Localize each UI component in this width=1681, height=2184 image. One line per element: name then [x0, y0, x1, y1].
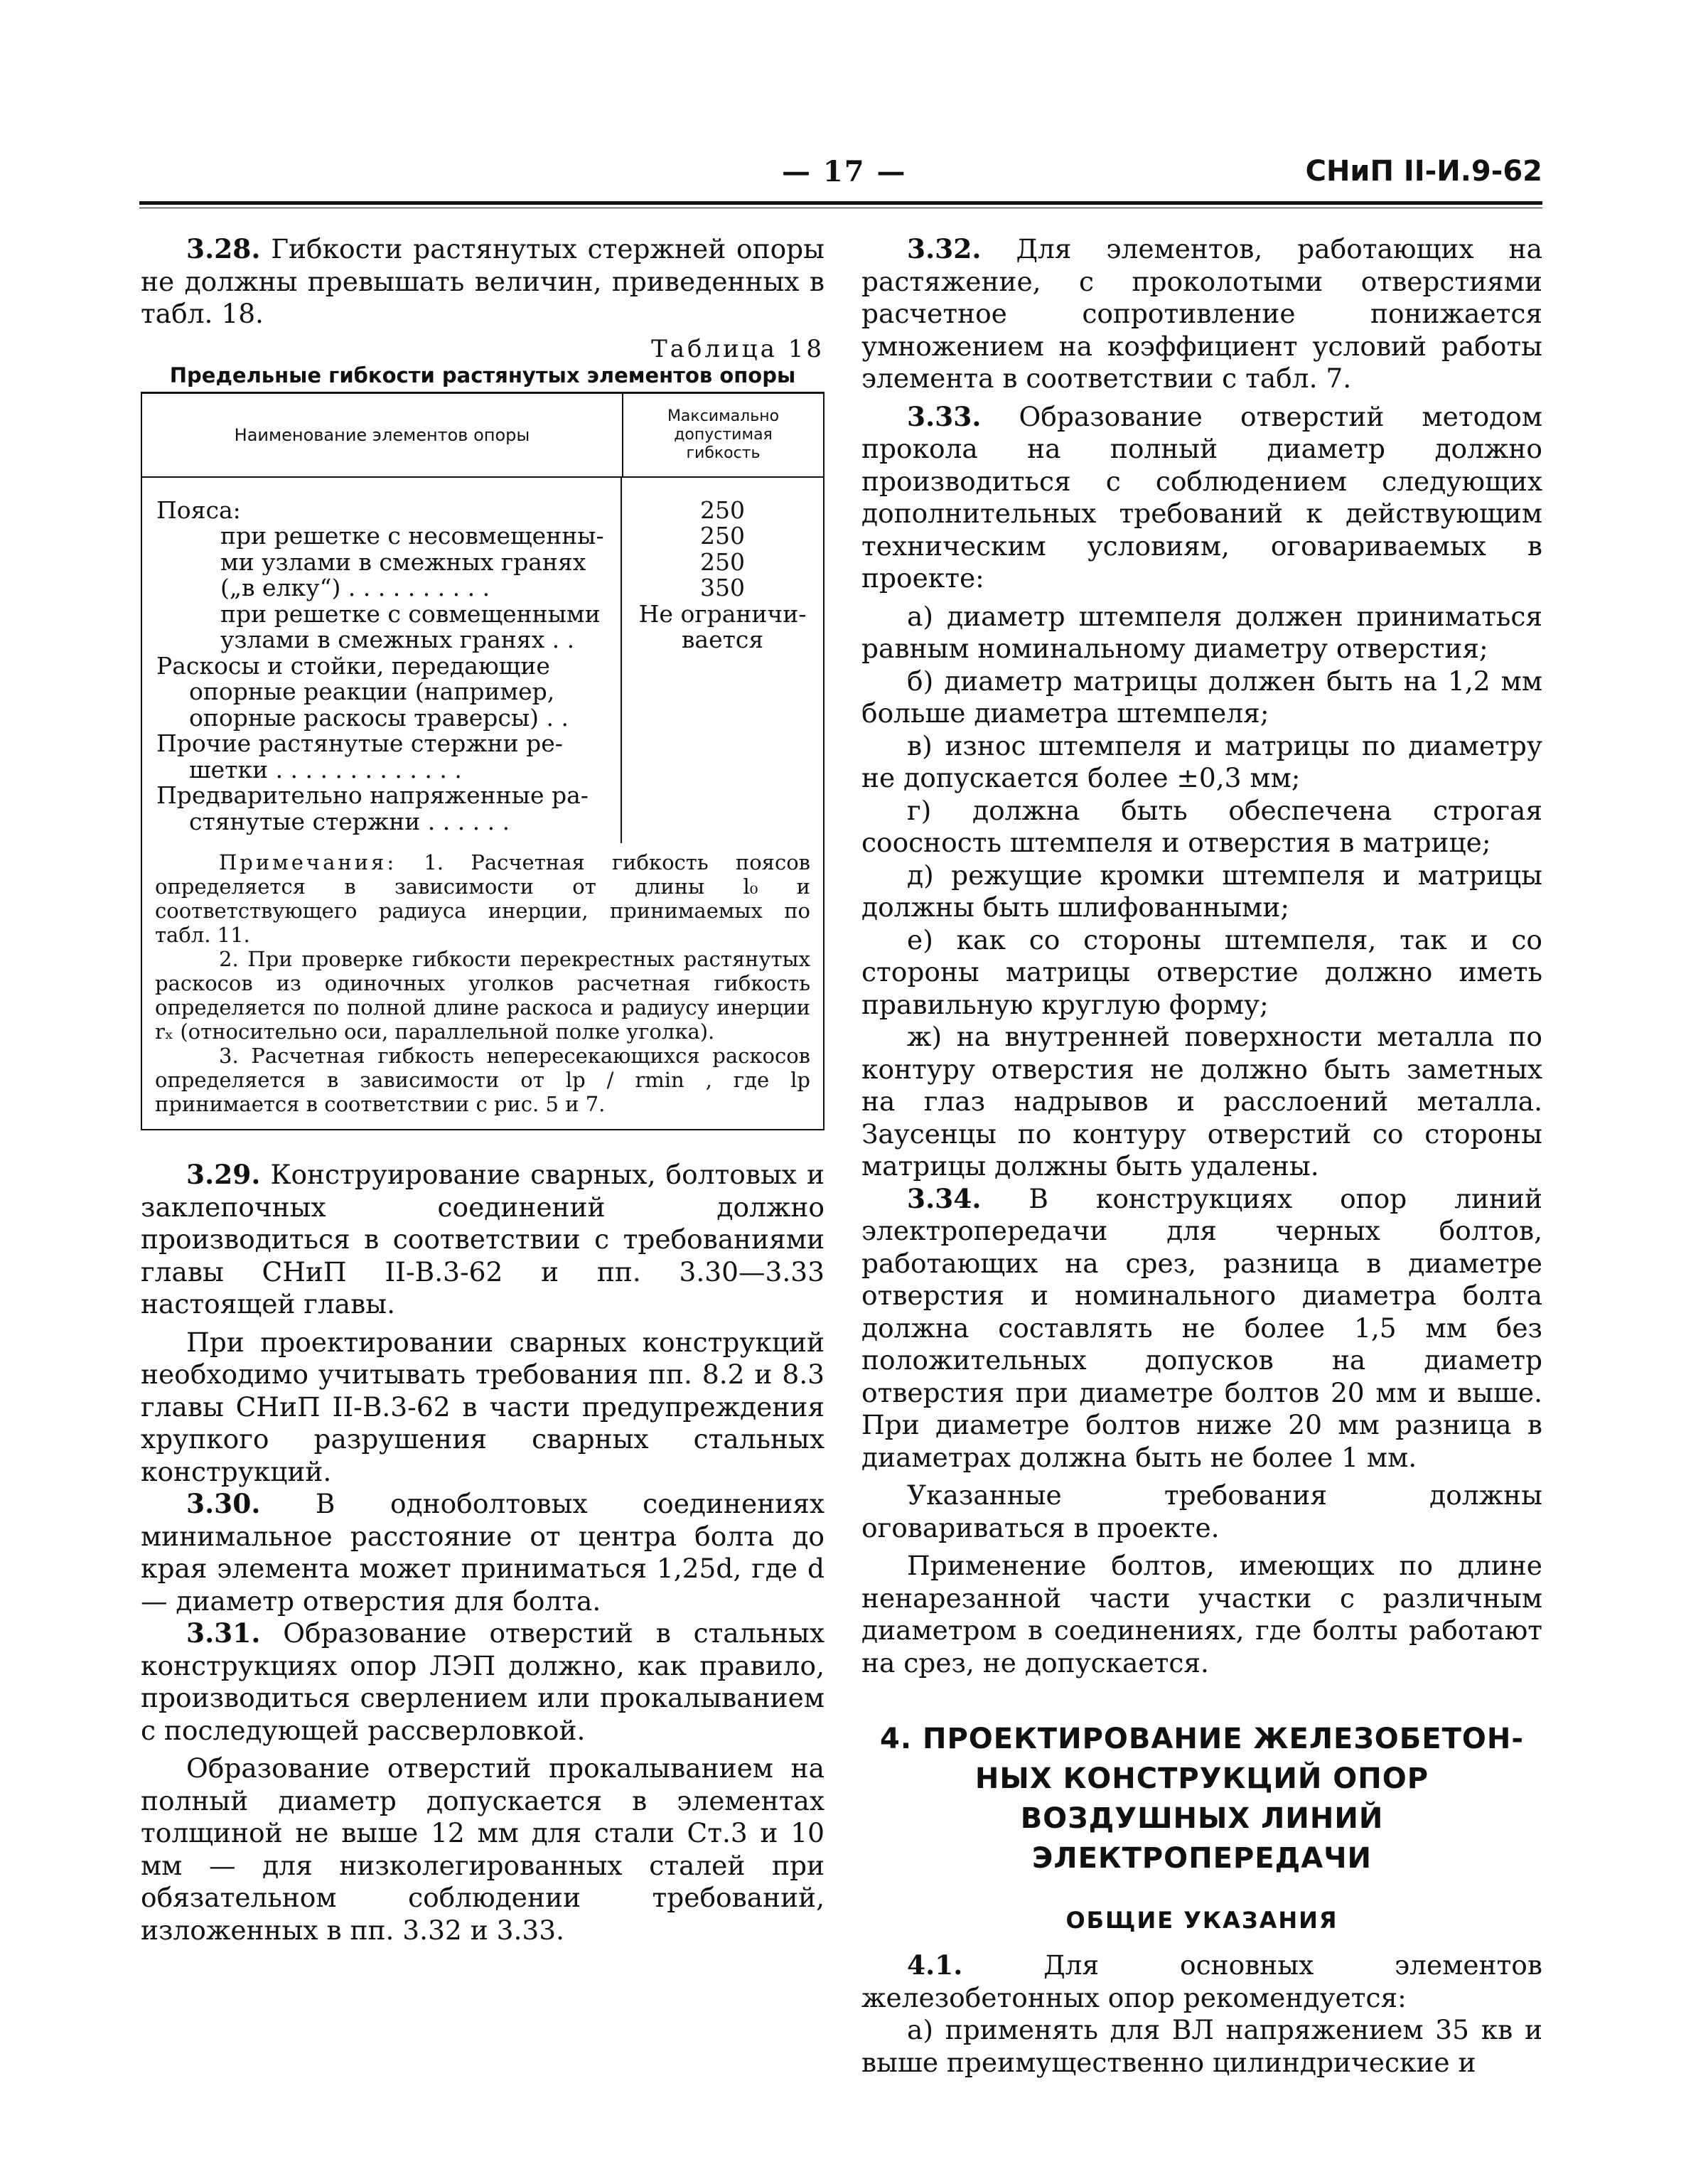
- paragraph-3-30: 3.30. В одноболтовых соединениях минимальное расстояние от центра болта до края элемента может приниматься 1,25d, где d — диаметр отверстия для болта.: [141, 1488, 825, 1617]
- page-number: — 17 —: [782, 155, 907, 188]
- section-heading: 4. ПРОЕКТИРОВАНИЕ ЖЕЛЕЗОБЕТОН- НЫХ КОНСТРУКЦИЙ ОПОР ВОЗДУШНЫХ ЛИНИЙ ЭЛЕКТРОПЕРЕДАЧИ: [880, 1723, 1524, 1875]
- paragraph-3-32: 3.32. Для элементов, работающих на растяжение, с проколотыми отверстиями расчетное сопротивление понижается умножением на коэффициент условий работы элемента в соответствии с табл. 7.: [861, 233, 1543, 394]
- subsection-heading: ОБЩИЕ УКАЗАНИЯ: [1065, 1907, 1338, 1934]
- table-body: [142, 478, 823, 844]
- list-item-a: а) диаметр штемпеля должен приниматься равным номинальному диаметру отверстия;: [861, 600, 1542, 664]
- table-values: [622, 478, 823, 844]
- document-code: СНиП II-И.9-62: [1305, 155, 1542, 188]
- table-labels: [142, 478, 622, 844]
- paragraph-4-1: 4.1. Для основных элементов железобетонных опор рекомендуется:: [861, 1949, 1542, 2013]
- left-column: [141, 233, 825, 1947]
- table-18: [141, 392, 825, 1131]
- table-header-slenderness: Максимально допустимая гибкость: [667, 407, 780, 462]
- list-item-d: д) режущие кромки штемпеля и матрицы должны быть шлифованными;: [861, 859, 1542, 923]
- table-row-label: Прочие растянутые стержни ре-: [156, 731, 563, 757]
- table-row-label: ми узлами в смежных гранях: [220, 549, 586, 575]
- paragraph-3-31: 3.31. Образование отверстий в стальных конструкциях опор ЛЭП должно, как правило, производиться сверлением или прокалыванием с последующей рассверловкой.: [141, 1617, 825, 1746]
- table-caption: Таблица 18: [651, 334, 825, 363]
- table-row-label: шетки . . . . . . . . . . . . .: [189, 756, 462, 783]
- paragraph-3-28: 3.28. Гибкости растянутых стержней опоры не должны превышать величин, приведенных в табл. 18.: [141, 233, 825, 329]
- table-row-value: Не ограничи-: [638, 599, 807, 628]
- table-note-2: 2. При проверке гибкости перекрестных растянутых раскосов из одиночных уголков расчетная гибкость определяется по полной длине раскоса и радиусу инерции rₓ (относительно оси, параллельной полке уголка).: [155, 947, 810, 1044]
- table-row-label: узлами в смежных гранях . .: [220, 627, 575, 653]
- table-row-label: опорные раскосы траверсы) . .: [189, 705, 569, 731]
- table-row-label: Предварительно напряженные ра-: [156, 783, 589, 809]
- table-row-value: 250: [700, 522, 745, 550]
- table-row-label: стянутые стержни . . . . . .: [189, 808, 510, 835]
- table-header-name: Наименование элементов опоры: [142, 394, 623, 476]
- table-row-value: 250: [700, 496, 745, 524]
- table-row-value: 250: [700, 547, 745, 576]
- table-row-label: Пояса:: [156, 497, 241, 523]
- table-row-label: при решетке с совмещенными: [220, 601, 601, 627]
- table-row-label: опорные реакции (например,: [189, 679, 555, 705]
- table-title: Предельные гибкости растянутых элементов опоры: [169, 363, 796, 387]
- right-column: [861, 233, 1542, 2079]
- table-header-row: [142, 394, 823, 478]
- table-notes: [142, 843, 823, 1129]
- paragraph-4-1-a: а) применять для ВЛ напряжением 35 кв и выше преимущественно цилиндрические и: [861, 2014, 1542, 2078]
- list-item-e: е) как со стороны штемпеля, так и со стороны матрицы отверстие должно иметь правильную круглую форму;: [861, 924, 1542, 1020]
- table-note-1: Примечания: 1. Расчетная гибкость поясов определяется в зависимости от длины l₀ и соответствующего радиуса инерции, принимаемых по табл. 11.: [155, 850, 810, 947]
- list-item-b: б) диаметр матрицы должен быть на 1,2 мм больше диаметра штемпеля;: [861, 665, 1542, 729]
- table-row-value: вается: [681, 626, 764, 653]
- paragraph-3-29-b: При проектировании сварных конструкций необходимо учитывать требования пп. 8.2 и 8.3 главы СНиП II-В.3-62 в части предупреждения хрупкого разрушения сварных стальных конструкций.: [141, 1326, 825, 1487]
- paragraph-3-33: 3.33. Образование отверстий методом прокола на полный диаметр должно производиться с соблюдением следующих дополнительных требований к действующим техническим условиям, оговариваемых в проекте:: [861, 400, 1543, 594]
- paragraph-3-31-b: Образование отверстий прокалыванием на полный диаметр допускается в элементах толщиной не выше 12 мм для стали Ст.3 и 10 мм — для низколегированных сталей при обязательном соблюдении требований, изложенных в пп. 3.32 и 3.33.: [141, 1752, 825, 1946]
- table-row-label: Раскосы и стойки, передающие: [156, 653, 550, 679]
- paragraph-3-29: 3.29. Конструирование сварных, болтовых и заклепочных соединений должно производиться в соответствии с требованиями главы СНиП II-В.3-62 и пп. 3.30—3.33 настоящей главы.: [141, 1159, 825, 1320]
- table-row-value: 350: [700, 574, 745, 601]
- table-row-label: при решетке с несовмещенны-: [220, 523, 604, 550]
- table-row-label: („в елку“) . . . . . . . . . .: [220, 575, 490, 601]
- list-item-v: в) износ штемпеля и матрицы по диаметру не допускается более ±0,3 мм;: [861, 729, 1542, 793]
- header-rule: [139, 201, 1542, 205]
- table-note-3: 3. Расчетная гибкость непересекающихся раскосов определяется в зависимости от lр / rmin , где lр принимается в соответствии с рис. 5 и 7.: [155, 1044, 810, 1116]
- paragraph-3-34-c: Применение болтов, имеющих по длине ненарезанной части участки с различным диаметром в соединениях, где болты работают на срез, не допускается.: [861, 1550, 1542, 1679]
- list-item-zh: ж) на внутренней поверхности металла по контуру отверстия не должно быть заметных на глаз надрывов и расслоений металла. Заусенцы по контуру отверстий со стороны матрицы должны быть удалены.: [861, 1021, 1542, 1182]
- paragraph-3-34-b: Указанные требования должны оговариваться в проекте.: [861, 1479, 1542, 1543]
- list-item-g: г) должна быть обеспечена строгая соосность штемпеля и отверстия в матрице;: [861, 794, 1542, 858]
- paragraph-3-34: 3.34. В конструкциях опор линий электропередачи для черных болтов, работающих на срез, разница в диаметре отверстия и номинального диаметра болта должна составлять не более 1,5 мм без положительных допусков на диаметр отверстия при диаметре болтов 20 мм и выше. При диаметре болтов ниже 20 мм разница в диаметрах должна быть не более 1 мм.: [861, 1182, 1542, 1473]
